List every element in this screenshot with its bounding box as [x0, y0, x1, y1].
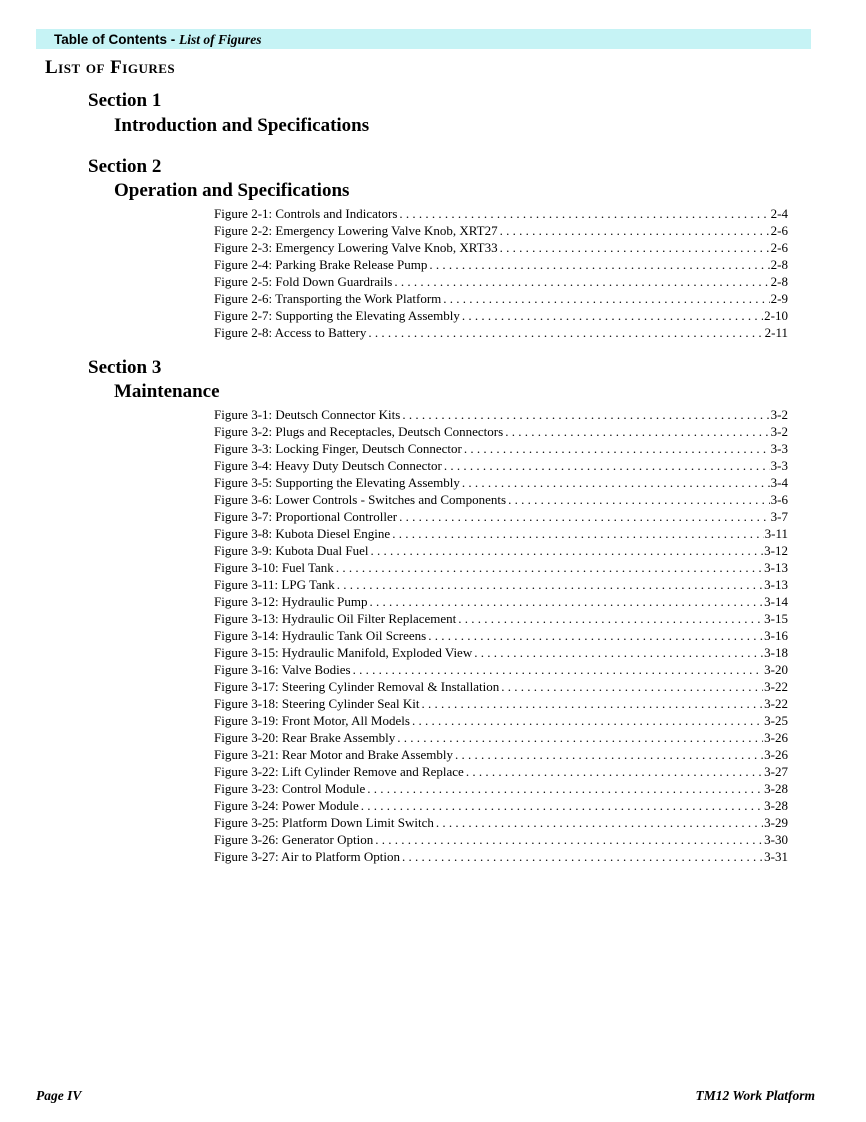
figure-entry[interactable]: [214, 256, 788, 273]
figure-page-number: 3-25: [764, 713, 788, 728]
dot-leader: [500, 239, 770, 256]
figure-title: Figure 3-24: Power Module: [214, 798, 359, 813]
figure-entry[interactable]: [214, 610, 788, 627]
figure-title: Figure 3-19: Front Motor, All Models: [214, 713, 410, 728]
figure-entry[interactable]: [214, 457, 788, 474]
figure-title: Figure 2-6: Transporting the Work Platform: [214, 291, 442, 306]
figure-page-number: 2-8: [770, 257, 788, 272]
figure-entry[interactable]: [214, 729, 788, 746]
figure-page-number: 3-22: [764, 696, 788, 711]
dot-leader: [443, 290, 769, 307]
figure-page-number: 3-2: [770, 407, 788, 422]
figure-title: Figure 3-8: Kubota Diesel Engine: [214, 526, 391, 541]
figure-title: Figure 3-14: Hydraulic Tank Oil Screens: [214, 628, 427, 643]
dot-leader: [367, 780, 763, 797]
figure-entry[interactable]: [214, 205, 788, 222]
figure-title: Figure 3-26: Generator Option: [214, 832, 374, 847]
figure-title: Figure 3-9: Kubota Dual Fuel: [214, 543, 369, 558]
dot-leader: [375, 831, 763, 848]
dot-leader: [501, 678, 763, 695]
dot-leader: [397, 729, 763, 746]
figure-title: Figure 3-1: Deutsch Connector Kits: [214, 407, 401, 422]
figure-page-number: 2-9: [770, 291, 788, 306]
figure-title: Figure 3-15: Hydraulic Manifold, Exploded View: [214, 645, 473, 660]
dot-leader: [436, 814, 763, 831]
figure-entry[interactable]: [214, 273, 788, 290]
header-bar: [36, 29, 811, 49]
figure-entry[interactable]: [214, 508, 788, 525]
figure-entry[interactable]: [214, 695, 788, 712]
figure-entry[interactable]: [214, 678, 788, 695]
figure-page-number: 3-26: [764, 747, 788, 762]
figure-page-number: 3-15: [764, 611, 788, 626]
figure-title: Figure 3-27: Air to Platform Option: [214, 849, 400, 864]
figure-page-number: 3-7: [770, 509, 788, 524]
figure-title: Figure 2-7: Supporting the Elevating Assembly: [214, 308, 460, 323]
figure-page-number: 3-18: [764, 645, 788, 660]
figure-entry[interactable]: [214, 474, 788, 491]
figure-title: Figure 3-16: Valve Bodies: [214, 662, 351, 677]
figure-page-number: 3-31: [764, 849, 788, 864]
figure-page-number: 3-14: [764, 594, 788, 609]
figure-entry[interactable]: [214, 324, 788, 341]
figure-title: Figure 3-5: Supporting the Elevating Assembly: [214, 475, 460, 490]
figure-entry[interactable]: [214, 423, 788, 440]
figure-title: Figure 2-1: Controls and Indicators: [214, 206, 398, 221]
dot-leader: [466, 763, 763, 780]
figure-page-number: 3-26: [764, 730, 788, 745]
dot-leader: [369, 593, 763, 610]
figure-title: Figure 3-7: Proportional Controller: [214, 509, 398, 524]
figure-entry[interactable]: [214, 746, 788, 763]
figure-entry[interactable]: [214, 542, 788, 559]
figure-page-number: 2-4: [770, 206, 788, 221]
figure-page-number: 3-28: [764, 798, 788, 813]
figure-entry[interactable]: [214, 525, 788, 542]
figure-page-number: 3-16: [764, 628, 788, 643]
figure-page-number: 2-11: [764, 325, 788, 340]
figure-title: Figure 3-11: LPG Tank: [214, 577, 335, 592]
figure-entry[interactable]: [214, 627, 788, 644]
dot-leader: [455, 746, 763, 763]
section-2-title: Operation and Specifications: [114, 180, 350, 201]
figure-title: Figure 2-8: Access to Battery: [214, 325, 367, 340]
figure-entry[interactable]: [214, 814, 788, 831]
dot-leader: [402, 848, 763, 865]
figure-title: Figure 3-12: Hydraulic Pump: [214, 594, 368, 609]
figure-entry[interactable]: [214, 831, 788, 848]
figure-title: Figure 3-23: Control Module: [214, 781, 366, 796]
dot-leader: [371, 542, 764, 559]
figure-title: Figure 2-5: Fold Down Guardrails: [214, 274, 393, 289]
dot-leader: [462, 474, 770, 491]
dot-leader: [508, 491, 770, 508]
header-title: Table of Contents: [54, 32, 167, 47]
figure-title: Figure 3-17: Steering Cylinder Removal & Installation: [214, 679, 500, 694]
page-title: List of Figures: [45, 57, 176, 78]
figure-entry[interactable]: [214, 440, 788, 457]
figure-entry[interactable]: [214, 593, 788, 610]
figure-title: Figure 3-22: Lift Cylinder Remove and Replace: [214, 764, 464, 779]
dot-leader: [353, 661, 764, 678]
figure-title: Figure 3-21: Rear Motor and Brake Assembly: [214, 747, 454, 762]
dot-leader: [337, 576, 763, 593]
header-separator: -: [167, 32, 179, 47]
figure-entry[interactable]: [214, 239, 788, 256]
figure-entry[interactable]: [214, 661, 788, 678]
figure-page-number: 3-29: [764, 815, 788, 830]
figure-entry[interactable]: [214, 290, 788, 307]
dot-leader: [500, 222, 770, 239]
figure-page-number: 3-2: [770, 424, 788, 439]
figure-entry[interactable]: [214, 797, 788, 814]
figure-entry[interactable]: [214, 644, 788, 661]
figure-title: Figure 3-4: Heavy Duty Deutsch Connector: [214, 458, 442, 473]
figure-entry[interactable]: [214, 780, 788, 797]
figure-page-number: 3-12: [764, 543, 788, 558]
dot-leader: [505, 423, 769, 440]
figure-entry[interactable]: [214, 848, 788, 865]
figure-page-number: 3-30: [764, 832, 788, 847]
figure-entry[interactable]: [214, 491, 788, 508]
figure-entry[interactable]: [214, 576, 788, 593]
figure-entry[interactable]: [214, 222, 788, 239]
figure-page-number: 3-3: [770, 441, 788, 456]
footer-document-title: TM12 Work Platform: [695, 1088, 815, 1103]
dot-leader: [336, 559, 763, 576]
figure-title: Figure 3-20: Rear Brake Assembly: [214, 730, 396, 745]
figure-title: Figure 3-13: Hydraulic Oil Filter Replacement: [214, 611, 457, 626]
figure-title: Figure 3-10: Fuel Tank: [214, 560, 334, 575]
figure-title: Figure 3-3: Locking Finger, Deutsch Connector: [214, 441, 462, 456]
figure-entry[interactable]: [214, 763, 788, 780]
figure-page-number: 3-6: [770, 492, 788, 507]
figure-page-number: 3-22: [764, 679, 788, 694]
dot-leader: [361, 797, 763, 814]
figure-entry[interactable]: [214, 307, 788, 324]
section-3-title: Maintenance: [114, 381, 220, 402]
section-3-label: Section 3: [88, 357, 162, 378]
dot-leader: [402, 406, 769, 423]
figure-title: Figure 2-2: Emergency Lowering Valve Knob, XRT27: [214, 223, 498, 238]
figure-page-number: 3-13: [764, 560, 788, 575]
figure-page-number: 2-8: [770, 274, 788, 289]
dot-leader: [392, 525, 763, 542]
figure-entry[interactable]: [214, 712, 788, 729]
dot-leader: [429, 256, 769, 273]
dot-leader: [444, 457, 770, 474]
header-subtitle: List of Figures: [179, 32, 262, 47]
section-3-figure-list: [214, 406, 788, 865]
dot-leader: [462, 307, 763, 324]
figure-page-number: 2-6: [770, 223, 788, 238]
dot-leader: [464, 440, 770, 457]
dot-leader: [412, 712, 763, 729]
dot-leader: [399, 205, 769, 222]
dot-leader: [458, 610, 763, 627]
figure-title: Figure 2-3: Emergency Lowering Valve Knob, XRT33: [214, 240, 498, 255]
figure-page-number: 3-3: [770, 458, 788, 473]
figure-title: Figure 3-18: Steering Cylinder Seal Kit: [214, 696, 420, 711]
figure-page-number: 3-11: [764, 526, 788, 541]
section-2-label: Section 2: [88, 156, 162, 177]
section-1-title: Introduction and Specifications: [114, 115, 370, 136]
figure-page-number: 2-10: [764, 308, 788, 323]
figure-page-number: 3-4: [770, 475, 788, 490]
section-2-figure-list: [214, 205, 788, 341]
dot-leader: [368, 324, 763, 341]
figure-page-number: 3-20: [764, 662, 788, 677]
figure-entry[interactable]: [214, 559, 788, 576]
dot-leader: [428, 627, 763, 644]
section-1-label: Section 1: [88, 90, 162, 111]
dot-leader: [394, 273, 769, 290]
figure-title: Figure 3-2: Plugs and Receptacles, Deutsch Connectors: [214, 424, 504, 439]
figure-page-number: 3-27: [764, 764, 788, 779]
figure-title: Figure 3-25: Platform Down Limit Switch: [214, 815, 434, 830]
figure-page-number: 3-13: [764, 577, 788, 592]
dot-leader: [474, 644, 763, 661]
figure-title: Figure 2-4: Parking Brake Release Pump: [214, 257, 428, 272]
figure-entry[interactable]: [214, 406, 788, 423]
figure-page-number: 3-28: [764, 781, 788, 796]
figure-page-number: 2-6: [770, 240, 788, 255]
footer-page-number: Page IV: [36, 1088, 82, 1103]
figure-title: Figure 3-6: Lower Controls - Switches and Components: [214, 492, 507, 507]
dot-leader: [399, 508, 770, 525]
dot-leader: [421, 695, 763, 712]
